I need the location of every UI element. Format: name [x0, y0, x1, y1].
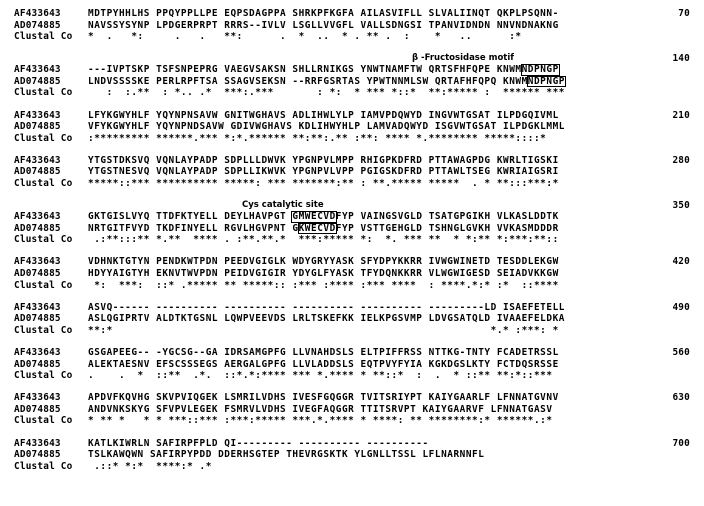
sequence-row	[14, 392, 690, 404]
sequence-row	[14, 110, 690, 122]
residue-number: 140	[672, 53, 690, 65]
sequence-name: Clustal Co	[14, 324, 73, 336]
sequence-row	[14, 20, 690, 32]
sequence-name: AD074885	[14, 75, 61, 87]
consensus-row	[14, 415, 690, 427]
sequence-name: AD074885	[14, 358, 61, 370]
sequence-residues: LNDVSSSSKE PERLRPFTSA SSAGVSEKSN --RRFGSRTAS YPWTNNMLSW QRTAFHFQPQ KNWMNDPNGP	[88, 75, 565, 87]
sequence-row	[14, 223, 690, 235]
alignment-block	[14, 155, 690, 190]
sequence-residues: ASVQ------ ---------- ---------- ---------- ---------- ---------LD ISAEFETELL	[88, 301, 565, 313]
sequence-residues: *: ***: ::* .***** ** *****:: :*** :**** :*** **** : ****.*:* :* ::****	[88, 279, 559, 291]
consensus-row	[14, 234, 690, 246]
sequence-residues: ---IVPTSKP TSFSNPEPRG VAEGVSAKSN SHLLRNIKGS YNWTNAMFTW QRTSFHFQPE KNWMNDPNGP	[88, 64, 559, 76]
sequence-name: AD074885	[14, 19, 61, 31]
sequence-row	[14, 302, 690, 314]
sequence-residues: . . * ::** .*. ::*.*:**** *** *.**** * **::* : . * ::** **:*::***	[88, 370, 553, 382]
motif-box: KWECVD	[298, 222, 336, 234]
consensus-row	[14, 325, 690, 337]
sequence-row	[14, 347, 690, 359]
sequence-name: AD074885	[14, 313, 61, 325]
sequence-row	[14, 256, 690, 268]
alignment-block	[14, 8, 690, 43]
sequence-row	[14, 438, 690, 450]
sequence-name: AF433643	[14, 64, 61, 76]
sequence-name: AF433643	[14, 8, 61, 19]
alignment-block	[14, 53, 690, 99]
sequence-name: AF433643	[14, 109, 61, 121]
sequence-residues: .:**:::** *.** **** . :**.**.* ***:***** *: *. *** ** * *:** *:***:**::	[88, 234, 559, 246]
residue-number: 70	[678, 8, 690, 19]
sequence-residues: ASLQGIPRTV ALDTKTGSNL LQWPVEEVDS LRLTSKEFKK IELKPGSVMP LDVGSATQLD IVAAEFELDKA	[88, 313, 565, 325]
sequence-row	[14, 449, 690, 461]
sequence-row	[14, 121, 690, 133]
sequence-residues: :********* ******.*** *:*.****** **:**:.** :**: **** *.******** *****::::*	[88, 132, 547, 144]
residue-number: 630	[672, 392, 690, 404]
sequence-name: AD074885	[14, 268, 61, 279]
residue-number: 280	[672, 154, 690, 166]
sequence-residues: NAVSSYSYNP LPDGERPRPT RRRS--IVLV LSGLLVVGFL VALLSDNGSI TPANVIDNDN NNVNDNAKNG	[88, 19, 559, 31]
alignment-block	[14, 256, 690, 291]
sequence-residues: NRTGITFVYD TKDFINYELL RGVLHGVPNT GKWECVDFYP VSTTGEHGLD TSHNGLGVKH VVKASMDDDR	[88, 222, 559, 234]
residue-number: 700	[672, 437, 690, 449]
sequence-row	[14, 359, 690, 371]
sequence-name: Clustal Co	[14, 279, 73, 291]
annotation-text: Cys catalytic site	[242, 200, 324, 211]
sequence-name: AF433643	[14, 154, 61, 166]
consensus-row	[14, 370, 690, 382]
sequence-name: Clustal Co	[14, 132, 73, 144]
sequence-name: AD074885	[14, 403, 61, 415]
sequence-residues: APDVFKQVHG SKVPVIQGEK LSMRILVDHS IVESFGQGGR TVITSRIYPT KAIYGAARLF LFNNATGVNV	[88, 392, 559, 404]
residue-number: 210	[672, 109, 690, 121]
alignment-block	[14, 302, 690, 337]
annotation-label	[14, 53, 690, 64]
sequence-name: Clustal Co	[14, 87, 73, 99]
alignment-block	[14, 110, 690, 145]
residue-number: 350	[672, 200, 690, 212]
alignment-block	[14, 347, 690, 382]
sequence-residues: HDYYAIGTYH EKNVTWVPDN PEIDVGIGIR YDYGLFYASK TFYDQNKKRR VLWGWIGESD SEIADVKKGW	[88, 268, 559, 279]
sequence-residues: LFYKGWYHLF YQYNPNSAVW GNITWGHAVS ADLIHWLYLP IAMVPDQWYD INGVWTGSAT ILPDGQIVML	[88, 109, 559, 121]
sequence-row	[14, 404, 690, 416]
sequence-residues: MDTPYHHLHS PPQYPPLLPE EQPSDAGPPA SHRKPFKGFA AILASVIFLL SLVALIINQT QKPLPSQNN-	[88, 8, 559, 19]
residue-number: 420	[672, 256, 690, 268]
sequence-name: Clustal Co	[14, 234, 73, 246]
sequence-row	[14, 76, 690, 88]
residue-number: 490	[672, 301, 690, 313]
sequence-name: Clustal Co	[14, 178, 73, 190]
consensus-row	[14, 87, 690, 99]
alignment-container	[14, 8, 690, 483]
sequence-residues: TSLKAWQWN SAFIRPYPDD DDERHSGTEP THEVRGSKTK YLGNLLTSSL LFLNARNNFL	[88, 449, 485, 461]
sequence-residues: ANDVNKSKYG SFVPVLEGEK FSMRVLVDHS IVEGFAQGGR TTITSRVPT KAIYGAARVF LFNNATGASV	[88, 403, 553, 415]
sequence-residues: YTGSTDKSVQ VQNLAYPADP SDPLLLDWVK YPGNPVLMPP RHIGPKDFRD PTTAWAGPDG KWRLTIGSKI	[88, 154, 559, 166]
consensus-row	[14, 133, 690, 145]
sequence-name: Clustal Co	[14, 370, 73, 382]
consensus-row	[14, 461, 690, 473]
sequence-residues: KATLKIWRLN SAFIRPFPLD QI--------- ---------- ----------	[88, 437, 429, 449]
sequence-name: AF433643	[14, 256, 61, 268]
sequence-residues: GKTGISLVYQ TTDFKTYELL DEYLHAVPGT GMWECVDFYP VAINGSVGLD TSATGPGIKH VLKASLDDTK	[88, 211, 559, 223]
sequence-row	[14, 155, 690, 167]
sequence-residues: VFYKGWYHLF YQYNPNDSAVW GDIVWGHAVS KDLIHWYHLP LAMVADQWYD ISGVWTGSAT ILPDGKLMML	[88, 121, 565, 133]
sequence-row	[14, 211, 690, 223]
residue-number: 560	[672, 346, 690, 358]
sequence-name: Clustal Co	[14, 415, 73, 427]
sequence-residues: VDHNKTGTYN PENDKWTPDN PEEDVGIGLK WDYGRYYASK SFYDPYKKRR IVWGWINETD TESDDLEKGW	[88, 256, 559, 268]
sequence-name: AF433643	[14, 392, 61, 404]
sequence-row	[14, 268, 690, 280]
sequence-name: AD074885	[14, 449, 61, 461]
consensus-row	[14, 178, 690, 190]
annotation-label	[14, 200, 690, 211]
sequence-name: Clustal Co	[14, 31, 73, 43]
sequence-name: AF433643	[14, 437, 61, 449]
sequence-row	[14, 166, 690, 178]
sequence-row	[14, 8, 690, 20]
sequence-row	[14, 64, 690, 76]
sequence-name: AD074885	[14, 222, 61, 234]
alignment-block	[14, 200, 690, 246]
sequence-residues: * ** * * * ***::*** :***:***** ***.*.**** * ****: ** ********:* ******.:*	[88, 415, 553, 427]
sequence-residues: GSGAPEEG-- -YGCSG--GA IDRSAMGPFG LLVNAHDSLS ELTPIFFRSS NTTKG-TNTY FCADETRSSL	[88, 346, 559, 358]
sequence-residues: ALEKTAESNV EFSCSSSEGS AERGALGPFG LLVLADDSLS EQTPVYFYIA KGKDGSLKTY FCTDQSRSSE	[88, 358, 559, 370]
sequence-residues: *****::*** ********** *****: *** *******:** : **.***** ***** . * **:::***:*	[88, 178, 559, 190]
motif-box: GMWECVD	[292, 211, 336, 223]
alignment-block	[14, 438, 690, 473]
sequence-residues: **:* *.* :***: *	[88, 324, 559, 336]
consensus-row	[14, 280, 690, 292]
sequence-name: AF433643	[14, 346, 61, 358]
sequence-row	[14, 313, 690, 325]
sequence-name: AF433643	[14, 211, 61, 223]
motif-box: NDPNGP	[527, 75, 565, 87]
sequence-residues: YTGSTNESVQ VQNLAYPADP SDPLLIKWVK YPGNPVLVPP PGIGSKDFRD PTTAWLTSEG KWRIAIGSRI	[88, 166, 559, 178]
sequence-name: AF433643	[14, 301, 61, 313]
sequence-residues: .::* *:* ****:* .*	[88, 460, 212, 472]
motif-box: NDPNGP	[521, 64, 559, 76]
consensus-row	[14, 31, 690, 43]
sequence-name: Clustal Co	[14, 460, 73, 472]
sequence-residues: : :.** : *.. .* ***:.*** : *: * *** *::* **:***** : ****** ***	[88, 87, 565, 99]
alignment-block	[14, 392, 690, 427]
sequence-residues: * . *: . . **: . * .. * . ** . : * .. :*	[88, 31, 522, 43]
annotation-text: β -Fructosidase motif	[412, 53, 514, 64]
sequence-name: AD074885	[14, 166, 61, 178]
sequence-name: AD074885	[14, 121, 61, 133]
